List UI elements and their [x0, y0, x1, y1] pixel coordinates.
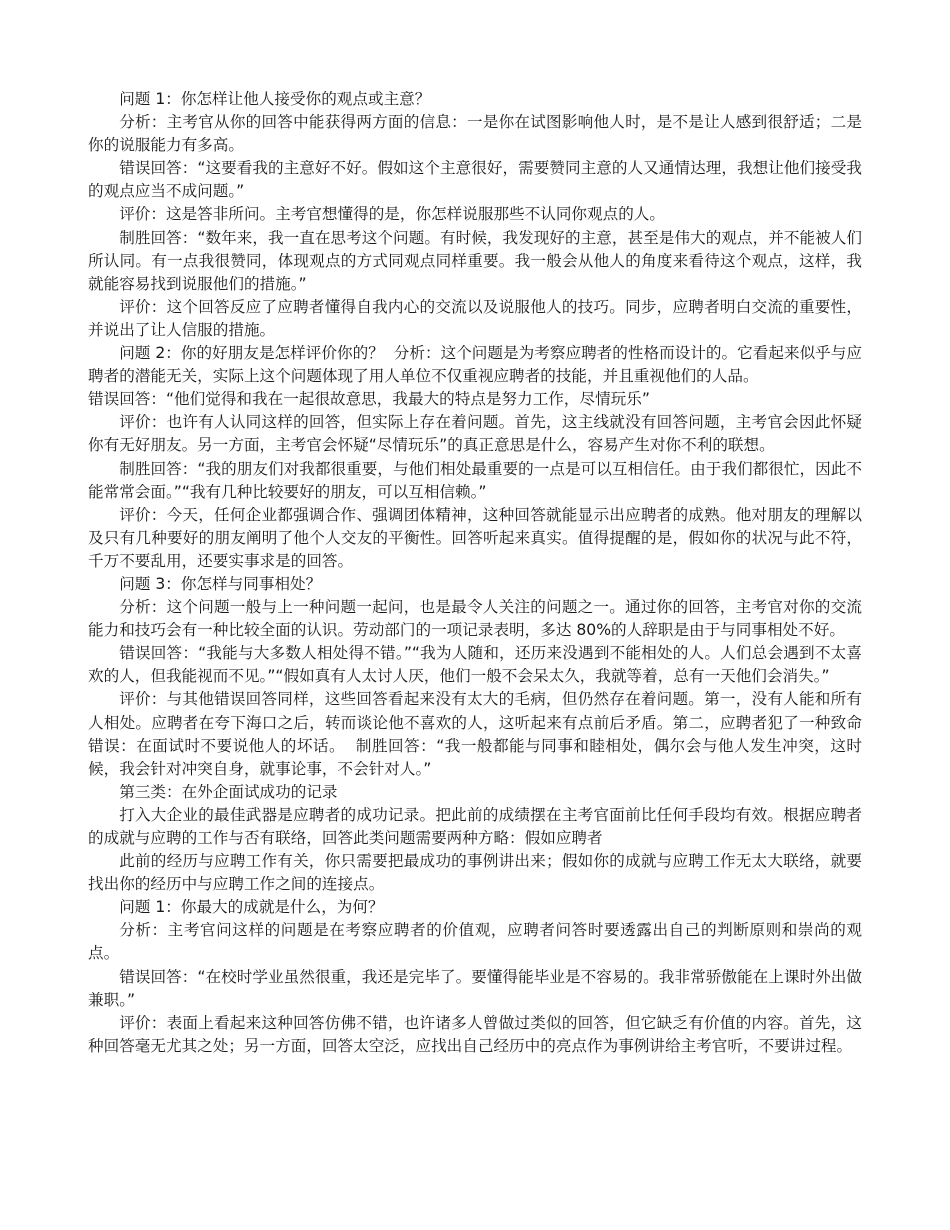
paragraph: 问题 2：你的好朋友是怎样评价你的？ 分析：这个问题是为考察应聘者的性格而设计的。它看起来似乎与应聘者的潜能无关，实际上这个问题体现了用人单位不仅重视应聘者的技能，并且重视他们的人品。 — [88, 344, 862, 386]
paragraph: 评价：这个回答反应了应聘者懂得自我内心的交流以及说服他人的技巧。同步，应聘者明白交流的重要性，并说出了让人信服的措施。 — [88, 297, 862, 339]
paragraph: 评价：这是答非所问。主考官想懂得的是，你怎样说服那些不认同你观点的人。 — [119, 205, 665, 224]
paragraph: 分析：这个问题一般与上一种问题一起问，也是最令人关注的问题之一。通过你的回答，主考官对你的交流能力和技巧会有一种比较全面的认识。劳动部门的一项记录表明，多达 80%的人辞职是由于与同事相处不好。 — [88, 598, 862, 640]
paragraph: 制胜回答：“数年来，我一直在思考这个问题。有时候，我发现好的主意，甚至是伟大的观点，并不能被人们所认同。有一点我很赞同，体现观点的方式同观点同样重要。我一般会从他人的角度来看待这个观点，这样，我就能容易找到说服他们的措施。” — [88, 228, 862, 293]
paragraph: 问题 3：你怎样与同事相处？ — [119, 574, 322, 593]
paragraph: 制胜回答：“我的朋友们对我都很重要，与他们相处最重要的一点是可以互相信任。由于我们都很忙，因此不能常常会面。”“我有几种比较要好的朋友，可以互相信赖。” — [88, 459, 862, 501]
paragraph: 评价：表面上看起来这种回答仿佛不错，也许诸多人曾做过类似的回答，但它缺乏有价值的内容。首先，这种回答毫无尤其之处；另一方面，回答太空泛，应找出自己经历中的亮点作为事例讲给主考官听，不要讲过程。 — [88, 1013, 862, 1055]
paragraph: 打入大企业的最佳武器是应聘者的成功记录。把此前的成绩摆在主考官面前比任何手段均有效。根据应聘者的成就与应聘的工作与否有联络，回答此类问题需要两种方略：假如应聘者 — [88, 805, 862, 847]
paragraph: 分析：主考官从你的回答中能获得两方面的信息：一是你在试图影响他人时，是不是让人感到很舒适；二是你的说服能力有多高。 — [88, 113, 862, 155]
paragraph: 评价：也许有人认同这样的回答，但实际上存在着问题。首先，这主线就没有回答问题，主考官会因此怀疑你有无好朋友。另一方面，主考官会怀疑“尽情玩乐”的真正意思是什么，容易产生对你不利的联想。 — [88, 413, 862, 455]
paragraph: 错误回答：“这要看我的主意好不好。假如这个主意很好，需要赞同主意的人又通情达理，我想让他们接受我的观点应当不成问题。” — [88, 159, 862, 201]
paragraph: 错误回答：“在校时学业虽然很重，我还是完毕了。要懂得能毕业是不容易的。我非常骄傲能在上课时外出做兼职。” — [88, 967, 862, 1009]
paragraph: 第三类：在外企面试成功的记录 — [119, 782, 338, 801]
paragraph: 错误回答：“他们觉得和我在一起很故意思，我最大的特点是努力工作，尽情玩乐” — [88, 390, 650, 409]
paragraph: 问题 1：你最大的成就是什么，为何？ — [119, 898, 384, 917]
paragraph: 问题 1：你怎样让他人接受你的观点或主意？ — [119, 90, 431, 108]
paragraph: 此前的经历与应聘工作有关，你只需要把最成功的事例讲出来；假如你的成就与应聘工作无太大联络，就要找出你的经历中与应聘工作之间的连接点。 — [88, 852, 862, 894]
paragraph: 评价：与其他错误回答同样，这些回答看起来没有太大的毛病，但仍然存在着问题。第一，没有人能和所有人相处。应聘者在夸下海口之后，转而谈论他不喜欢的人，这听起来有点前后矛盾。第二，应聘者犯了一种致命错误：在面试时不要说他人的坏话。 制胜回答：“我一般都能与同事和睦相处，偶尔会与他人发生冲突，这时候，我会针对冲突自身，就事论事，不会针对人。” — [88, 690, 862, 778]
paragraph: 分析：主考官问这样的问题是在考察应聘者的价值观，应聘者问答时要透露出自己的判断原则和崇尚的观点。 — [88, 921, 862, 963]
paragraph: 错误回答：“我能与大多数人相处得不错。”“我为人随和，还历来没遇到不能相处的人。人们总会遇到不太喜欢的人，但我能视而不见。”“假如真有人太讨人厌，他们一般不会呆太久，我就等着，总有一天他们会消失。” — [88, 644, 862, 686]
paragraph: 评价：今天，任何企业都强调合作、强调团体精神，这种回答就能显示出应聘者的成熟。他对朋友的理解以及只有几种要好的朋友阐明了他个人交友的平衡性。回答听起来真实。值得提醒的是，假如你的状况与此不符，千万不要乱用，还要实事求是的回答。 — [88, 505, 862, 570]
